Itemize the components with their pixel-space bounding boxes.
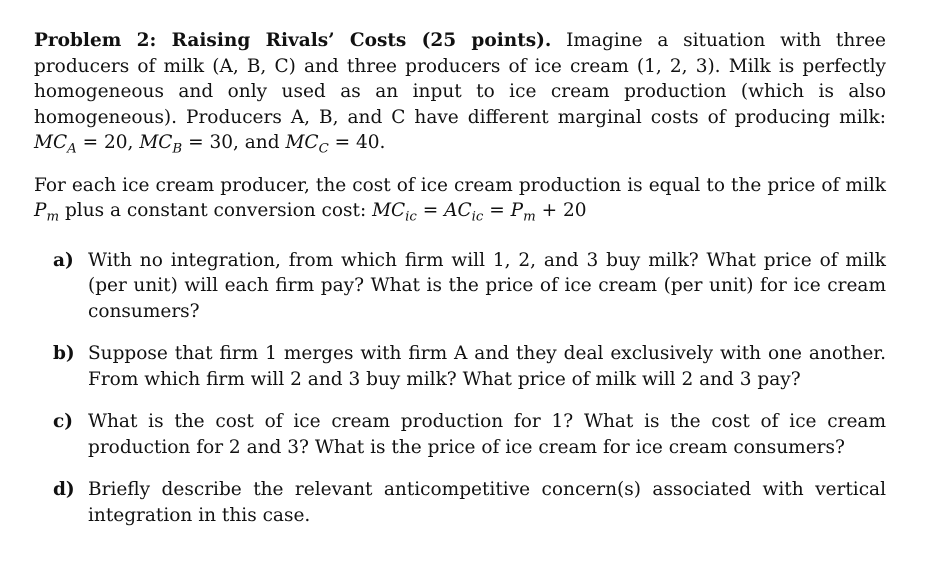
mc-a-value: = 20, xyxy=(76,132,140,153)
question-text: With no integration, from which firm will 1, 2, and 3 buy milk? What price of milk (per unit) will each firm pay? What is the price of ice cream (per unit) for ice cream consumers? xyxy=(88,249,886,322)
mc-b-symbol: MC xyxy=(139,132,173,153)
question-a xyxy=(34,248,886,325)
plus-conversion-cost: + 20 xyxy=(535,200,587,221)
question-d xyxy=(34,477,886,528)
cost-text-2: plus a constant conversion cost: xyxy=(59,200,373,221)
problem-heading: Problem 2: Raising Rivals’ Costs (25 points). xyxy=(34,30,552,51)
problem-document xyxy=(34,28,886,545)
question-text: Briefly describe the relevant anticompetitive concern(s) associated with vertical integration in this case. xyxy=(88,479,886,526)
mc-c-symbol: MC xyxy=(285,132,319,153)
question-label: a) xyxy=(53,249,74,271)
cost-text-1: For each ice cream producer, the cost of ice cream production is equal to the price of milk xyxy=(34,174,886,196)
ac-ic-subscript: ic xyxy=(471,209,484,225)
equals-sign-1: = xyxy=(416,200,445,221)
pm2-subscript: m xyxy=(523,209,536,225)
mc-b-subscript: B xyxy=(172,141,183,157)
question-label: d) xyxy=(53,479,75,500)
intro-text: Imagine a situation with three producers of milk (A, B, C) and three producers of ice cream (1, 2, 3). Milk is perfectly homogeneous and only used as an input to ice cream production (which is also homogeneous). Producers A, B, and C have different marginal costs of producing milk: xyxy=(34,30,887,128)
pm2-symbol: P xyxy=(510,200,524,221)
pm-symbol: P xyxy=(34,200,47,221)
question-text: What is the cost of ice cream production for 1? What is the cost of ice cream production for 2 and 3? What is the price of ice cream for ice cream consumers? xyxy=(88,411,886,458)
mc-c-value: = 40. xyxy=(328,132,386,153)
mc-a-subscript: A xyxy=(67,141,77,157)
mc-ic-subscript: ic xyxy=(405,209,417,225)
equals-sign-2: = xyxy=(483,200,511,221)
mc-b-value: = 30, and xyxy=(182,132,286,153)
question-label: c) xyxy=(53,411,74,432)
ac-ic-symbol: AC xyxy=(444,200,472,221)
mc-c-subscript: C xyxy=(318,141,329,157)
question-label: b) xyxy=(53,343,75,364)
question-c xyxy=(34,409,886,460)
question-b xyxy=(34,341,886,392)
question-list xyxy=(34,248,886,529)
question-text: Suppose that firm 1 merges with firm A and they deal exclusively with one another. From which firm will 2 and 3 buy milk? What price of milk will 2 and 3 pay? xyxy=(88,343,886,390)
problem-intro-paragraph xyxy=(34,28,886,156)
cost-paragraph xyxy=(34,173,886,224)
mc-a-symbol: MC xyxy=(34,132,68,153)
pm-subscript: m xyxy=(46,209,60,225)
mc-ic-symbol: MC xyxy=(372,200,406,221)
